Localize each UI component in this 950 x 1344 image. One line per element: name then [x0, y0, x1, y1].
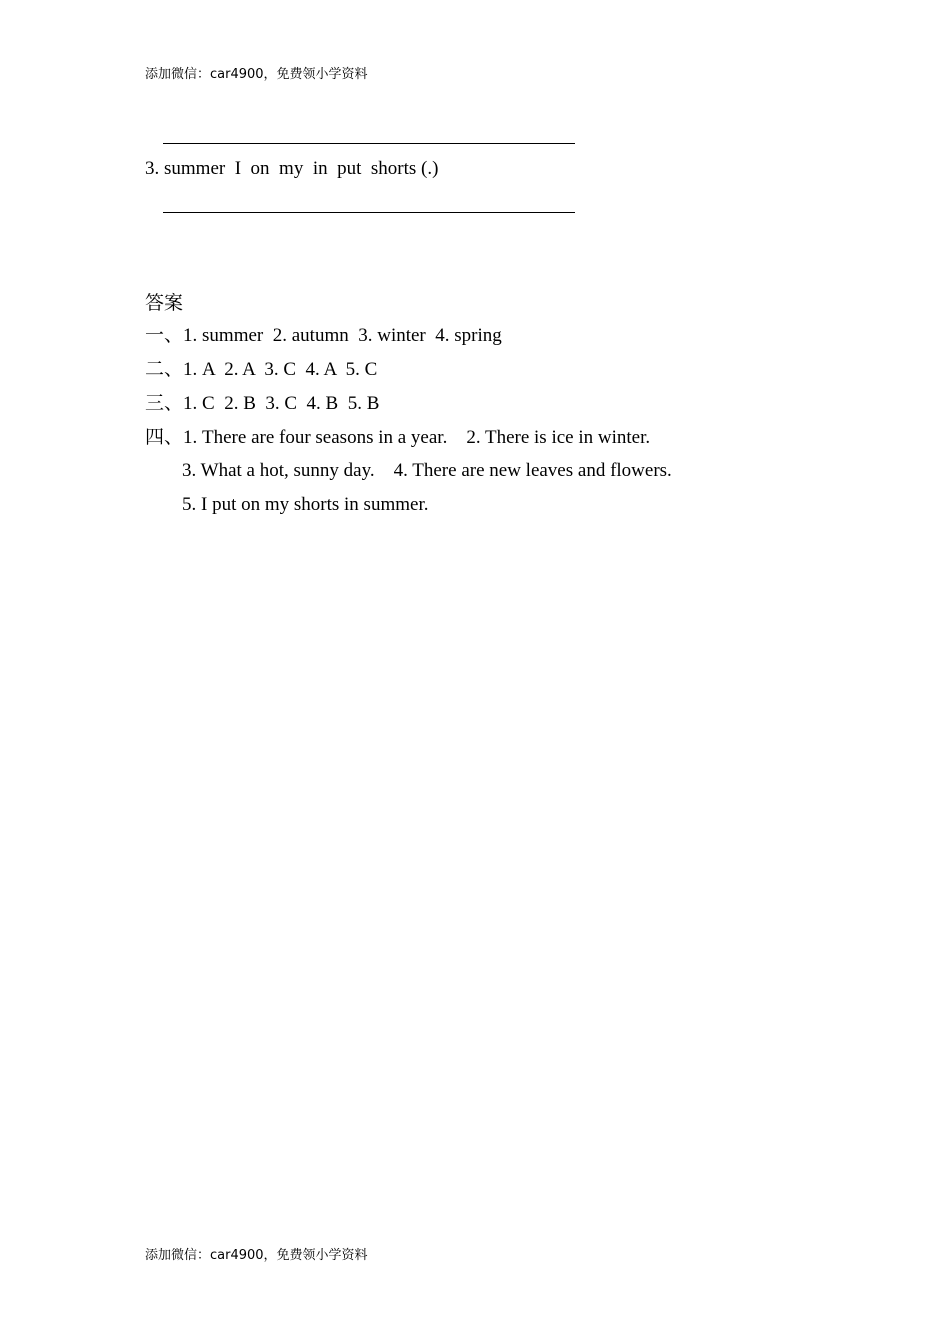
answer-row-2	[145, 358, 377, 381]
answer-row-prefix: 一、	[145, 324, 184, 346]
answer-row-prefix: 三、	[145, 392, 184, 414]
answer-row-content: 1. A 2. A 3. C 4. A 5. C	[183, 359, 378, 380]
answer-row-prefix: 四、	[145, 426, 184, 448]
answer-row-1	[145, 324, 502, 347]
answer-row-4	[145, 426, 650, 449]
answer-row-content: 1. C 2. B 3. C 4. B 5. B	[183, 393, 380, 414]
answer-row-prefix: 二、	[145, 358, 184, 380]
page-header: 添加微信：car4900，免费领小学资料	[145, 67, 368, 82]
page-footer: 添加微信：car4900，免费领小学资料	[145, 1248, 368, 1263]
answers-title: 答案	[145, 292, 184, 314]
question-3: 3. summer I on my in put shorts (.)	[145, 158, 439, 179]
answer-continuation-1: 3. What a hot, sunny day. 4. There are new leaves and flowers.	[182, 460, 672, 481]
answer-blank-line	[163, 143, 575, 144]
answer-row-3	[145, 392, 379, 415]
answer-continuation-2: 5. I put on my shorts in summer.	[182, 494, 429, 515]
answer-row-content: 1. There are four seasons in a year. 2. There is ice in winter.	[183, 427, 651, 448]
answer-blank-line	[163, 212, 575, 213]
answer-row-content: 1. summer 2. autumn 3. winter 4. spring	[183, 325, 502, 346]
